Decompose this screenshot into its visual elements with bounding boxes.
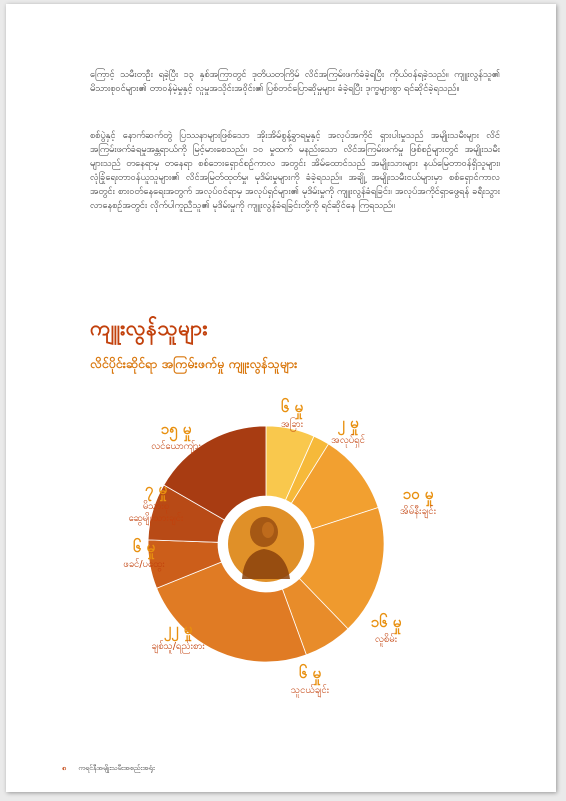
slice-label-8-line-1: မိသားစု <box>142 501 170 512</box>
slice-count-5: ၆ မှု <box>298 664 322 682</box>
page-footer <box>62 764 155 774</box>
slice-label-8-line-2: ဆွေမျိုးသားချင်း <box>128 513 184 524</box>
slice-count-8: ၇ မှု <box>144 480 168 498</box>
slice-count-9: ၁၅ မှု <box>160 420 192 438</box>
slice-label-5: သူငယ်ချင်း <box>290 685 330 696</box>
section-title: ကျူးလွန်သူများ <box>90 316 208 340</box>
slice-label-4: လူစိမ်း <box>374 634 398 645</box>
slice-count-6: ၂၂ မှု <box>163 620 193 638</box>
perpetrators-pie-chart <box>6 4 556 792</box>
slice-label-9: လင်ယောကျ်ား <box>151 441 201 452</box>
slice-count-3: ၁၀ မှု <box>402 485 434 503</box>
slice-count-2: ၂ မှု <box>337 414 359 432</box>
page-number: ၈ <box>62 764 66 772</box>
slice-label-3: အိမ်နီးချင်း <box>399 506 437 517</box>
slice-label-2: အလုပ်ရှင် <box>331 435 365 446</box>
center-figure-image <box>228 506 304 582</box>
section-subtitle: လိင်ပိုင်းဆိုင်ရာ အကြမ်းဖက်မှု ကျူးလွန်သူများ <box>90 356 298 371</box>
slice-label-7: ဖခင်/ပထွေး <box>123 559 165 570</box>
slice-count-7: ၆ မှု <box>132 538 156 556</box>
document-page <box>6 4 556 792</box>
slice-label-6: ချစ်သူ/ရည်းစား <box>151 641 205 652</box>
slice-count-4: ၁၆ မှု <box>370 613 402 631</box>
running-title: ကရင်နီအမျိုးသမီးအစည်းအရုံး <box>78 764 155 772</box>
slice-label-1: အခြား <box>281 419 303 430</box>
body-paragraph-2: စစ်ပွဲနှင့် နောက်ဆက်တွဲ ပြဿနာများဖြစ်သော အိုးအိမ်စွန့်ခွာရမှုနှင့် အလုပ်အကိုင် ရှားပါးမှုသည် အမျိုးသမီးများ လိင်အကြမ်းဖက်ခံရမှုအန္တရာယ်ကို မြင့်မားစေသည်။ ၁၀ မှုထက် မနည်းသော လိင်အကြမ်းဖက်မှု ဖြစ်စဉ်များတွင် အမျိုးသမီးများသည် တနေရာမှ တနေရာ စစ်ဘေးရှောင်စဉ်ကာလ အတွင်း အိမ်ထောင်သည် အမျိုးသားများ နယ်မြေတာဝန်ရှိသူများ၊ လုံခြုံရေးတာဝန်ယူသူများ၏ လိင်အမြတ်ထုတ်မှု၊ မုဒိမ်းမှုများကို ခံခဲ့ရသည်။ အချို့ အမျိုးသမီးငယ်များမှာ စစ်ရှောင်ကာလအတွင်း စားဝတ်နေရေးအတွက် အလုပ်ဝင်ရာမှ အလုပ်ရှင်များ၏ မုဒိမ်းမှုကို ကျူးလွန်ခံရခြင်း၊ အလုပ်အကိုင်ရှာဖွေရန် ခရီးသွားလာနေစဉ်အတွင်း လိုက်ပါကူညီသူ၏ မုဒိမ်းမှုကို ကျူးလွန်ခံရခြင်းတို့ကို ရင်ဆိုင်နေ ကြရသည်။ <box>90 130 500 211</box>
body-paragraph-1: ကြောင့် သမီးတဦး ရခဲ့ပြီး ၁၃ နှစ်အကြာတွင် ဒုတိယတကြိမ် လိင်အကြမ်းဖက်ခံခဲ့ရပြီး ကိုယ်ဝန်ရခဲ့သည်။ ကျူးလွန်သူ၏ မိသားစုဝင်များ၏ တာဝန်မဲ့မှုနှင့် လူမှုအသိုင်းအဝိုင်း၏ ပြစ်တင်ပြောဆိုမှုများ ခံခဲ့ရပြီး ဒုက္ခများစွာ ရင်ဆိုင်ခဲ့ရသည်။ <box>90 69 500 94</box>
slice-count-1: ၆ မှု <box>280 398 304 416</box>
